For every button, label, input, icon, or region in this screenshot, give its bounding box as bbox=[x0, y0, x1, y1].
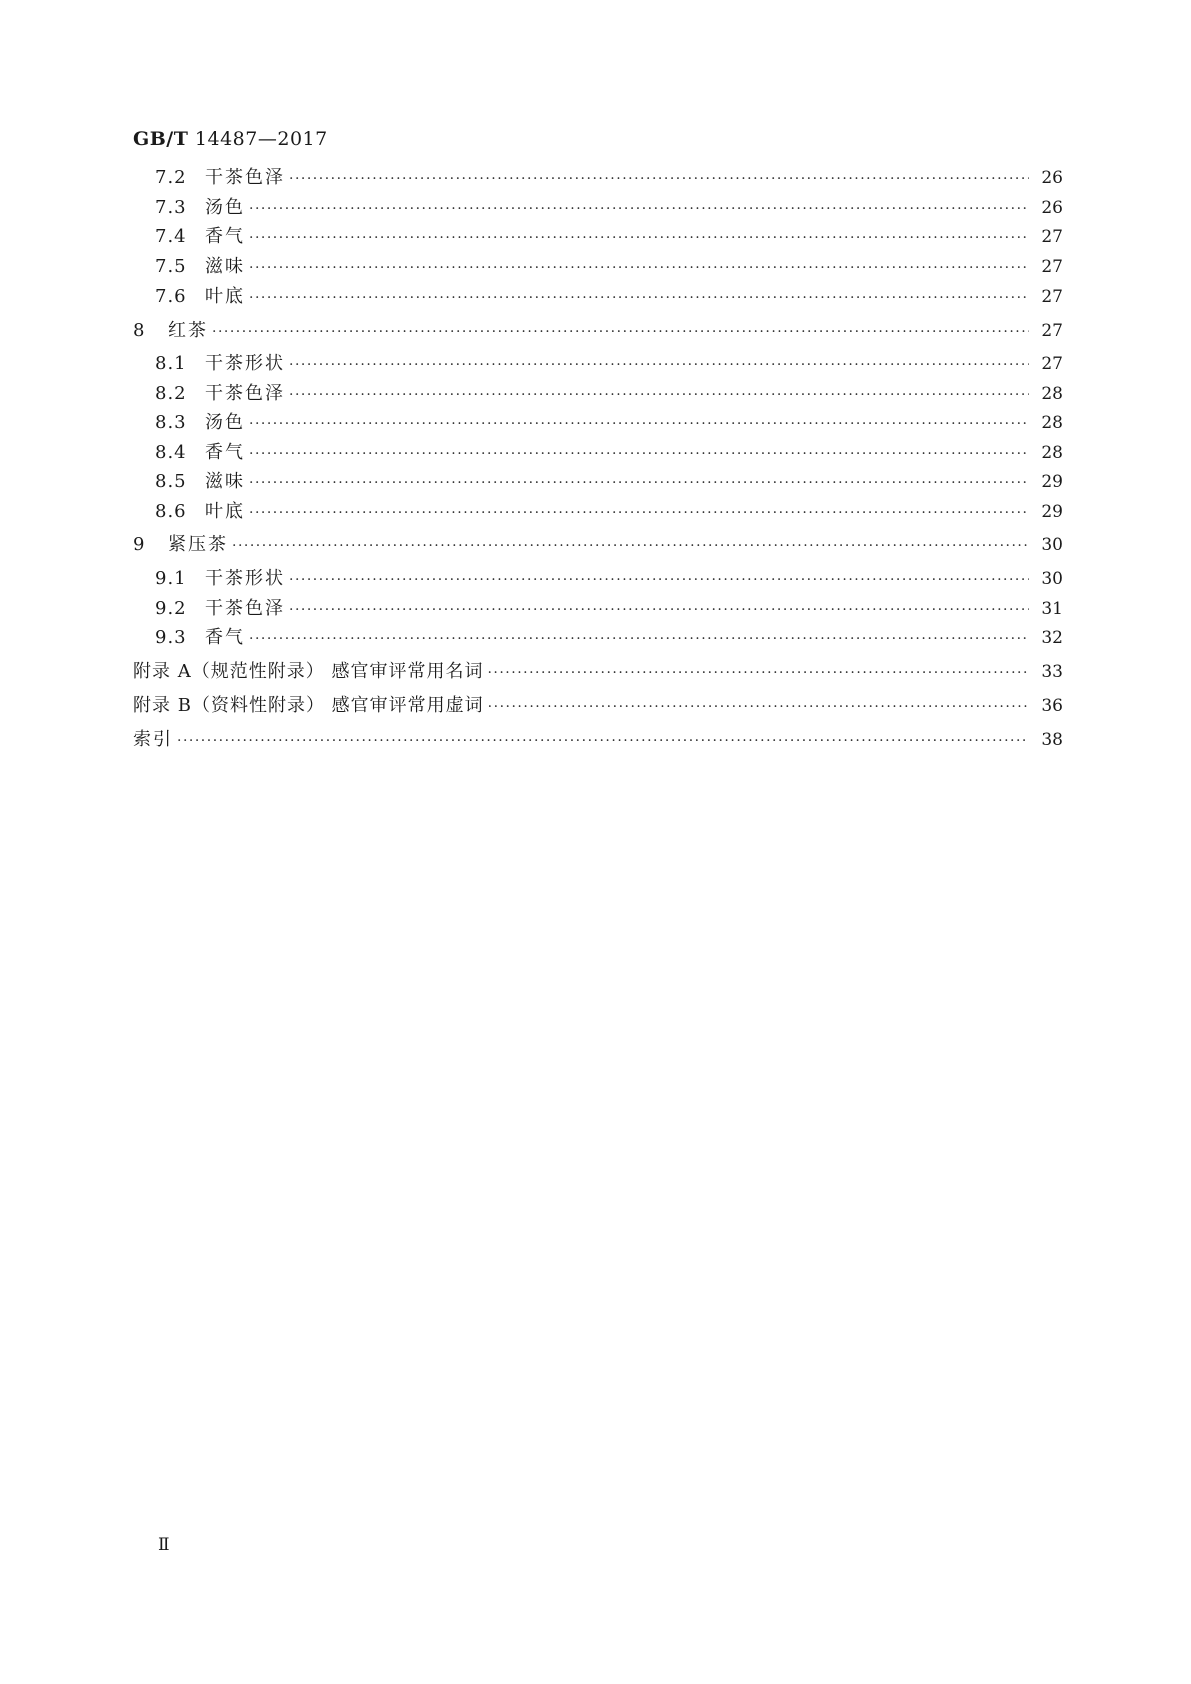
toc-entry-number: 8.3 bbox=[155, 412, 187, 433]
toc-entry-title: 附录 B（资料性附录） 感官审评常用虚词 bbox=[133, 695, 484, 716]
toc-entry[interactable] bbox=[155, 165, 1063, 191]
toc-entry-title: 红茶 bbox=[168, 320, 208, 341]
toc-entry[interactable] bbox=[155, 254, 1063, 280]
toc-entry-page: 27 bbox=[1041, 287, 1063, 307]
toc-entry-number: 8.6 bbox=[155, 501, 187, 522]
toc-entry[interactable] bbox=[155, 224, 1063, 250]
toc-dot-leader bbox=[289, 597, 1029, 623]
toc-entry-title: 汤色 bbox=[205, 197, 245, 218]
toc-entry-number: 7.2 bbox=[155, 167, 187, 188]
toc-entry-title: 干茶色泽 bbox=[205, 598, 285, 619]
toc-entry-title: 干茶形状 bbox=[205, 568, 285, 589]
toc-entry[interactable] bbox=[133, 532, 1063, 558]
toc-entry-page: 28 bbox=[1041, 443, 1063, 463]
toc-entry-title: 叶底 bbox=[205, 286, 245, 307]
toc-entry[interactable] bbox=[155, 596, 1063, 622]
toc-entry[interactable] bbox=[155, 499, 1063, 525]
toc-entry-page: 29 bbox=[1041, 472, 1063, 492]
toc-entry-page: 38 bbox=[1041, 730, 1063, 750]
toc-entry-number: 7.4 bbox=[155, 226, 187, 247]
standard-number: 14487—2017 bbox=[194, 128, 328, 150]
standard-prefix: GB/T bbox=[133, 128, 189, 150]
toc-entry-number: 9.1 bbox=[155, 568, 187, 589]
toc-entry-annex-a[interactable] bbox=[133, 659, 1063, 685]
toc-entry[interactable] bbox=[155, 625, 1063, 651]
toc-dot-leader bbox=[177, 728, 1029, 754]
toc-dot-leader bbox=[249, 196, 1029, 222]
toc-entry[interactable] bbox=[155, 195, 1063, 221]
toc-entry[interactable] bbox=[155, 566, 1063, 592]
toc-entry-annex-b[interactable] bbox=[133, 693, 1063, 719]
toc-entry-number: 9.3 bbox=[155, 627, 187, 648]
toc-entry-title: 叶底 bbox=[205, 501, 245, 522]
toc-entry[interactable] bbox=[155, 440, 1063, 466]
toc-entry-page: 26 bbox=[1041, 168, 1063, 188]
toc-entry-number: 8.1 bbox=[155, 353, 187, 374]
toc-entry-title: 香气 bbox=[205, 226, 245, 247]
toc-entry-title: 紧压茶 bbox=[168, 534, 228, 555]
toc-entry-title: 滋味 bbox=[205, 256, 245, 277]
toc-entry-title: 滋味 bbox=[205, 471, 245, 492]
toc-entry-title: 香气 bbox=[205, 442, 245, 463]
toc-entry[interactable] bbox=[155, 351, 1063, 377]
toc-entry-number: 7.5 bbox=[155, 256, 187, 277]
toc-entry-number: 8 bbox=[133, 320, 146, 341]
toc-entry-page: 36 bbox=[1041, 696, 1063, 716]
toc-dot-leader bbox=[249, 285, 1029, 311]
toc-dot-leader bbox=[488, 694, 1029, 720]
toc-entry-number: 9 bbox=[133, 534, 146, 555]
toc-entry-number: 8.4 bbox=[155, 442, 187, 463]
toc-entry-page: 27 bbox=[1041, 227, 1063, 247]
toc-entry-page: 28 bbox=[1041, 413, 1063, 433]
toc-entry[interactable] bbox=[155, 381, 1063, 407]
toc-dot-leader bbox=[289, 567, 1029, 593]
toc-entry-title: 干茶色泽 bbox=[205, 383, 285, 404]
toc-dot-leader bbox=[249, 411, 1029, 437]
toc-entry-page: 33 bbox=[1041, 662, 1063, 682]
toc-entry-title: 汤色 bbox=[205, 412, 245, 433]
toc-dot-leader bbox=[249, 225, 1029, 251]
toc-entry-page: 28 bbox=[1041, 384, 1063, 404]
toc-entry-title: 干茶形状 bbox=[205, 353, 285, 374]
toc-entry-page: 27 bbox=[1041, 354, 1063, 374]
toc-entry-page: 32 bbox=[1041, 628, 1063, 648]
toc-dot-leader bbox=[249, 255, 1029, 281]
toc-dot-leader bbox=[487, 660, 1029, 686]
toc-entry-number: 7.6 bbox=[155, 286, 187, 307]
toc-entry-title: 香气 bbox=[205, 627, 245, 648]
toc-entry-number: 9.2 bbox=[155, 598, 187, 619]
toc-entry-page: 30 bbox=[1041, 569, 1063, 589]
toc-entry-page: 31 bbox=[1041, 599, 1063, 619]
toc-dot-leader bbox=[249, 441, 1029, 467]
toc-dot-leader bbox=[212, 319, 1029, 345]
toc-entry-page: 29 bbox=[1041, 502, 1063, 522]
toc-entry-page: 27 bbox=[1041, 257, 1063, 277]
toc-entry-page: 30 bbox=[1041, 535, 1063, 555]
toc-dot-leader bbox=[249, 470, 1029, 496]
toc-dot-leader bbox=[289, 382, 1029, 408]
toc-entry-index[interactable] bbox=[133, 727, 1063, 753]
toc-entry-number: 7.3 bbox=[155, 197, 187, 218]
toc-entry[interactable] bbox=[133, 318, 1063, 344]
toc-dot-leader bbox=[249, 626, 1029, 652]
toc-dot-leader bbox=[289, 166, 1029, 192]
toc-entry-number: 8.5 bbox=[155, 471, 187, 492]
toc-dot-leader bbox=[232, 533, 1029, 559]
toc-entry-title: 索引 bbox=[133, 729, 173, 750]
toc-entry-number: 8.2 bbox=[155, 383, 187, 404]
toc-dot-leader bbox=[249, 500, 1029, 526]
toc-entry[interactable] bbox=[155, 469, 1063, 495]
toc-entry-page: 26 bbox=[1041, 198, 1063, 218]
toc-dot-leader bbox=[289, 352, 1029, 378]
toc-entry-title: 干茶色泽 bbox=[205, 167, 285, 188]
toc-entry[interactable] bbox=[155, 284, 1063, 310]
toc-entry-page: 27 bbox=[1041, 321, 1063, 341]
toc-entry-title: 附录 A（规范性附录） 感官审评常用名词 bbox=[133, 661, 484, 682]
toc-entry[interactable] bbox=[155, 410, 1063, 436]
page-number: Ⅱ bbox=[158, 1535, 170, 1555]
